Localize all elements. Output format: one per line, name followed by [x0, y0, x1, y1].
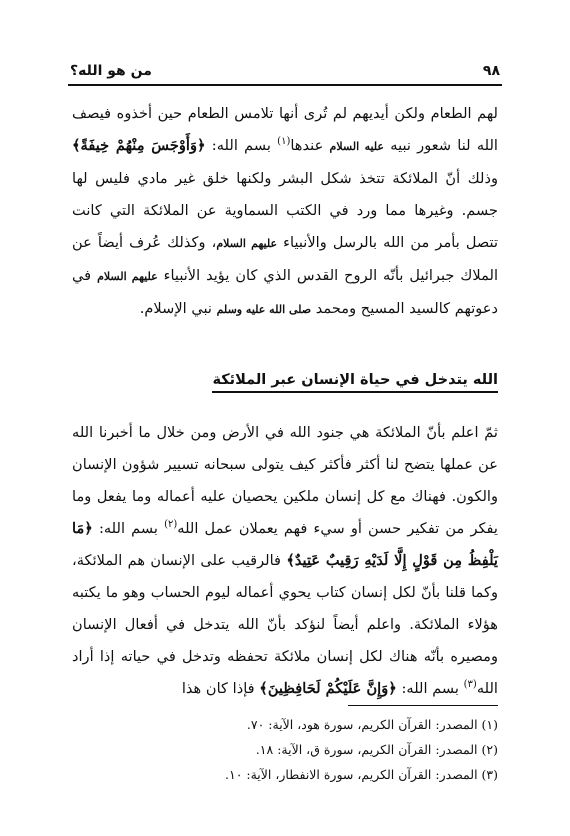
text-run: بسم الله:	[396, 680, 464, 697]
page-number: ٩٨	[482, 63, 500, 79]
text-run: فإذا كان هذا	[181, 680, 260, 697]
footnote-item: (٢) المصدر: القرآن الكريم، سورة ق، الآية: ١٨.	[255, 742, 498, 757]
honorific-symbol: عليهم السلام	[97, 270, 158, 283]
page-header	[70, 60, 500, 82]
footnote-ref-2[interactable]: (٢)	[164, 519, 178, 531]
footnote-ref-3[interactable]: (٣)	[463, 679, 477, 691]
footnote-rule	[348, 705, 498, 706]
honorific-symbol: صلى الله عليه وسلم	[216, 303, 312, 316]
footnote-item: (٣) المصدر: القرآن الكريم، سورة الانفطار، الآية: ١٠.	[225, 767, 498, 782]
honorific-symbol: عليهم السلام	[216, 237, 278, 250]
quran-verse: ﴿وَإِنَّ عَلَيْكُمْ لَحَافِظِينَ﴾	[259, 680, 397, 697]
text-run: في دعوتهم كالسيد المسيح ومحمد	[72, 267, 498, 317]
text-run: بسم الله:	[205, 137, 278, 154]
footnote-item: (١) المصدر: القرآن الكريم، سورة هود، الآية: ٧٠.	[246, 717, 498, 732]
text-run: بسم الله:	[92, 520, 165, 537]
text-run: ، وكذلك عُرف أيضاً عن الملاك جبرائيل بأنّه الروح القدس الذي كان يؤيد الأنبياء	[72, 234, 499, 284]
running-title: من هو الله؟	[70, 63, 152, 79]
paragraph-angels-role	[72, 417, 498, 705]
text-run: فالرقيب على الإنسان هم الملائكة، وكما قلنا بأنّ لكل إنسان كتاب يحوي أعماله ليوم الحساب وهو ما يكتبه هؤلاء الملائكة. واعلم أيضاً لنؤكد بأنّ الله يتدخل في أفعال الإنسان ومصيره بأنّه هناك لكل إنسان ملائكة تحفظه وتدخل في حياته إذا أراد الله	[72, 552, 498, 697]
footnote-ref-1[interactable]: (١)	[277, 136, 291, 148]
quran-verse: ﴿وَأَوْجَسَ مِنْهُمْ خِيفَةً﴾	[72, 137, 206, 154]
header-rule	[68, 84, 502, 86]
footnotes	[160, 712, 498, 787]
honorific-symbol: عليه السلام	[329, 140, 384, 153]
text-run: نبي الإسلام.	[139, 300, 217, 317]
text-run: لهم الطعام ولكن أيديهم لم تُرى أنها تلامس الطعام حين أخذوه فيصف الله لنا شعور نبيه	[72, 105, 498, 154]
text-run: ثمّ اعلم بأنّ الملائكة هي جنود الله في الأرض ومن خلال ما أخبرنا الله عن عملها يتضح لنا أكثر فأكثر كيف يتولى سبحانه تسيير شؤون الإنسان والكون. فهناك مع كل إنسان ملكين يحصيان عليه أعماله وما يفعل وما يفكر من تفكير حسن أو سيء فهم يعملان عمل الله	[72, 424, 498, 537]
section-heading: الله يتدخل في حياة الإنسان عبر الملائكة	[212, 372, 498, 393]
paragraph-angels-form	[72, 98, 498, 326]
text-run: وذلك أنّ الملائكة تتخذ شكل البشر ولكنها خلق غير مادي فليس لها جسم. وغيرها مما ورد في الكتب السماوية عن الملائكة التي كانت تتصل بأمر من الله بالرسل والأنبياء	[72, 170, 499, 251]
quran-verse: ﴿مَا يَلْفِظُ مِن قَوْلٍ إِلَّا لَدَيْهِ رَقِيبٌ عَتِيدٌ﴾	[72, 520, 498, 569]
text-run: عندها	[290, 137, 330, 154]
